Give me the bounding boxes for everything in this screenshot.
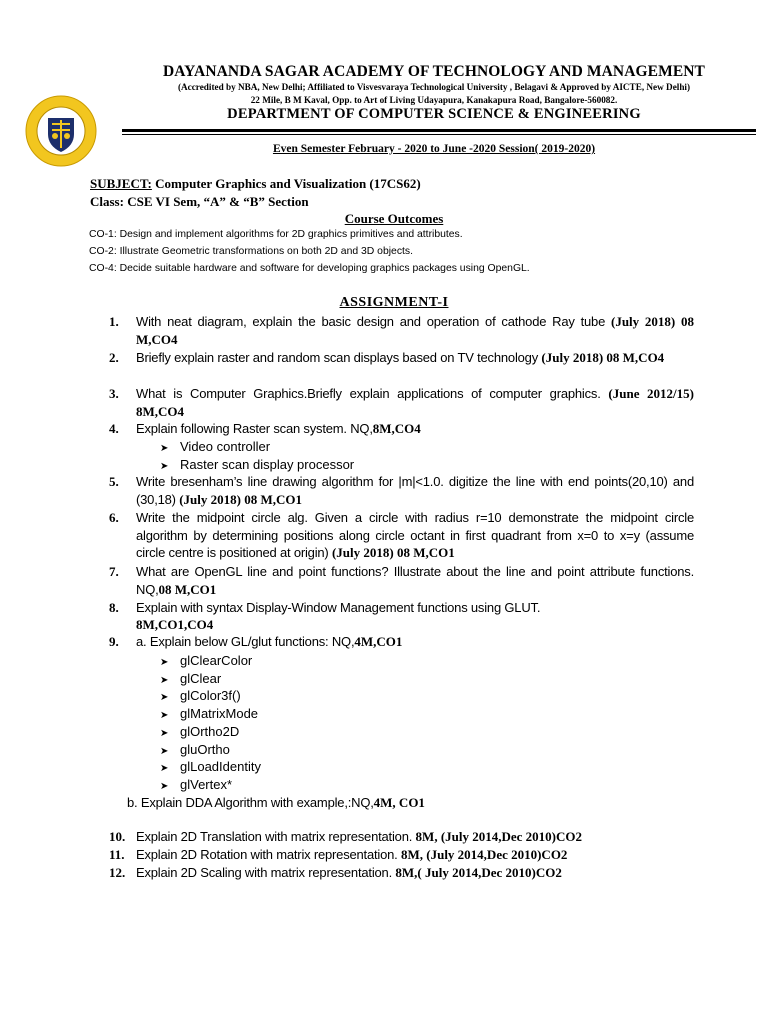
- question-8: [136, 599, 694, 617]
- bullet-text: glLoadIdentity: [180, 759, 261, 774]
- arrow-bullet-icon: ➤: [160, 781, 169, 792]
- bullet-text: glColor3f(): [180, 688, 241, 703]
- bullet-text: glClearColor: [180, 653, 253, 668]
- arrow-bullet-icon: ➤: [160, 710, 169, 721]
- list-item: [160, 438, 270, 458]
- question-marks: (July 2018) 08 M,CO1: [179, 491, 302, 507]
- question-marks: 8M, (July 2014,Dec 2010)CO2: [400, 847, 568, 862]
- arrow-bullet-icon: ➤: [160, 461, 169, 472]
- question-number: 8.: [109, 600, 119, 615]
- question-7: [136, 563, 694, 598]
- semester-line: Even Semester February - 2020 to June -2020 Session( 2019-2020): [272, 143, 596, 155]
- assignment-heading: ASSIGNMENT-I: [339, 295, 449, 310]
- question-5: [136, 473, 694, 508]
- bullet-text: Raster scan display processor: [180, 457, 355, 472]
- bullet-text: glMatrixMode: [180, 706, 259, 721]
- question-number: 4.: [109, 421, 119, 436]
- question-text: Write bresenham’s line drawing algorithm for |m|<1.0. digitize the line with end points(20,10) and (30,18): [136, 474, 694, 507]
- course-outcomes-heading: Course Outcomes: [344, 211, 444, 226]
- subject-line: [90, 176, 421, 192]
- question-number: 12.: [109, 865, 126, 880]
- question-number: 5.: [109, 474, 119, 489]
- class-line: Class: CSE VI Sem, “A” & “B” Section: [90, 194, 309, 209]
- header-rule-thick: [122, 129, 756, 132]
- bullet-text: glOrtho2D: [180, 724, 240, 739]
- arrow-bullet-icon: ➤: [160, 443, 169, 454]
- question-text: Explain 2D Translation with matrix representation.: [136, 829, 416, 844]
- question-4: [136, 420, 694, 438]
- header-rule-thin: [122, 134, 756, 135]
- question-number: 3.: [109, 386, 119, 401]
- question-number: 1.: [109, 314, 119, 329]
- arrow-bullet-icon: ➤: [160, 692, 169, 703]
- list-item: [160, 758, 261, 778]
- course-outcome-item: CO-1: Design and implement algorithms for 2D graphics primitives and attributes.: [89, 229, 463, 240]
- question-marks: (June 2012/15) 8M,CO4: [136, 386, 694, 419]
- question-marks: 8M, (July 2014,Dec 2010)CO2: [415, 829, 582, 844]
- address-line: 22 Mile, B M Kaval, Opp. to Art of Living Udayapura, Kanakapura Road, Bangalore-560082.: [250, 95, 618, 105]
- bullet-text: gluOrtho: [180, 742, 230, 757]
- question-text: b. Explain DDA Algorithm with example,:NQ,: [127, 795, 374, 810]
- question-1: [136, 313, 694, 348]
- list-item: [160, 705, 258, 725]
- arrow-bullet-icon: ➤: [160, 675, 169, 686]
- question-number: 11.: [109, 847, 125, 862]
- department-name: DEPARTMENT OF COMPUTER SCIENCE & ENGINEERING: [227, 106, 641, 122]
- subject-value: Computer Graphics and Visualization (17CS62): [151, 176, 421, 191]
- question-number: 7.: [109, 564, 119, 579]
- question-9b: [127, 794, 685, 812]
- course-outcome-item: CO-2: Illustrate Geometric transformations on both 2D and 3D objects.: [89, 246, 413, 257]
- question-text: Briefly explain raster and random scan displays based on TV technology: [136, 350, 542, 365]
- question-marks: 4M, CO1: [373, 795, 425, 810]
- question-text: What is Computer Graphics.Briefly explain applications of computer graphics.: [136, 386, 609, 401]
- arrow-bullet-icon: ➤: [160, 746, 169, 757]
- question-marks: (July 2018) 08 M,CO4: [541, 350, 665, 365]
- list-item: [160, 723, 239, 743]
- question-marks: (July 2018) 08 M,CO4: [136, 314, 694, 347]
- list-item: [160, 776, 232, 796]
- question-number: 6.: [109, 510, 119, 525]
- question-number: 10.: [109, 829, 126, 844]
- question-9: [136, 633, 694, 651]
- arrow-bullet-icon: ➤: [160, 763, 169, 774]
- question-text: Explain 2D Rotation with matrix representation.: [136, 847, 401, 862]
- college-emblem-logo: [24, 94, 98, 168]
- list-item: [160, 687, 241, 707]
- question-marks: 8M,CO1,CO4: [136, 617, 214, 632]
- question-text: With neat diagram, explain the basic design and operation of cathode Ray tube: [136, 314, 611, 329]
- question-text: Explain following Raster scan system. NQ,: [136, 421, 373, 436]
- question-marks: (July 2018) 08 M,CO1: [331, 545, 455, 561]
- accreditation-line: (Accredited by NBA, New Delhi; Affiliated to Visvesvaraya Technological University , Belagavi & Approved by AICTE, New Delhi): [177, 82, 691, 92]
- bullet-text: glClear: [180, 671, 222, 686]
- question-text: Write the midpoint circle alg. Given a circle with radius r=10 demonstrate the midpoint circle algorithm by determining positions along circle octant in first quadrant from x=0 to x=y (assume circle centre is positioned at origin): [136, 510, 694, 561]
- question-number: 9.: [109, 634, 119, 649]
- question-3: [136, 385, 694, 420]
- course-outcome-item: CO-4: Decide suitable hardware and software for developing graphics packages using OpenGL.: [89, 263, 530, 274]
- question-marks: 8M,( July 2014,Dec 2010)CO2: [395, 865, 562, 880]
- question-number: 2.: [109, 350, 119, 365]
- question-text: a. Explain below GL/glut functions: NQ,: [136, 634, 355, 649]
- question-10: [136, 828, 694, 846]
- bullet-text: glVertex*: [180, 777, 233, 792]
- question-12: [136, 864, 694, 882]
- question-marks: 8M,CO4: [372, 421, 421, 436]
- arrow-bullet-icon: ➤: [160, 728, 169, 739]
- bullet-text: Video controller: [180, 439, 271, 454]
- subject-label: SUBJECT:: [90, 176, 152, 191]
- question-11: [136, 846, 694, 864]
- question-marks: 08 M,CO1: [158, 581, 217, 597]
- question-marks: 4M,CO1: [354, 634, 403, 649]
- list-item: [160, 652, 252, 672]
- question-8-marks: [136, 616, 694, 634]
- question-6: [136, 509, 694, 562]
- institution-name: DAYANANDA SAGAR ACADEMY OF TECHNOLOGY AND MANAGEMENT: [162, 63, 705, 80]
- question-text: Explain with syntax Display-Window Management functions using GLUT.: [136, 600, 541, 615]
- arrow-bullet-icon: ➤: [160, 657, 169, 668]
- question-text: What are OpenGL line and point functions? Illustrate about the line and point attribute functions. NQ,: [136, 564, 694, 597]
- question-2: [136, 349, 694, 367]
- question-text: Explain 2D Scaling with matrix representation.: [136, 865, 396, 880]
